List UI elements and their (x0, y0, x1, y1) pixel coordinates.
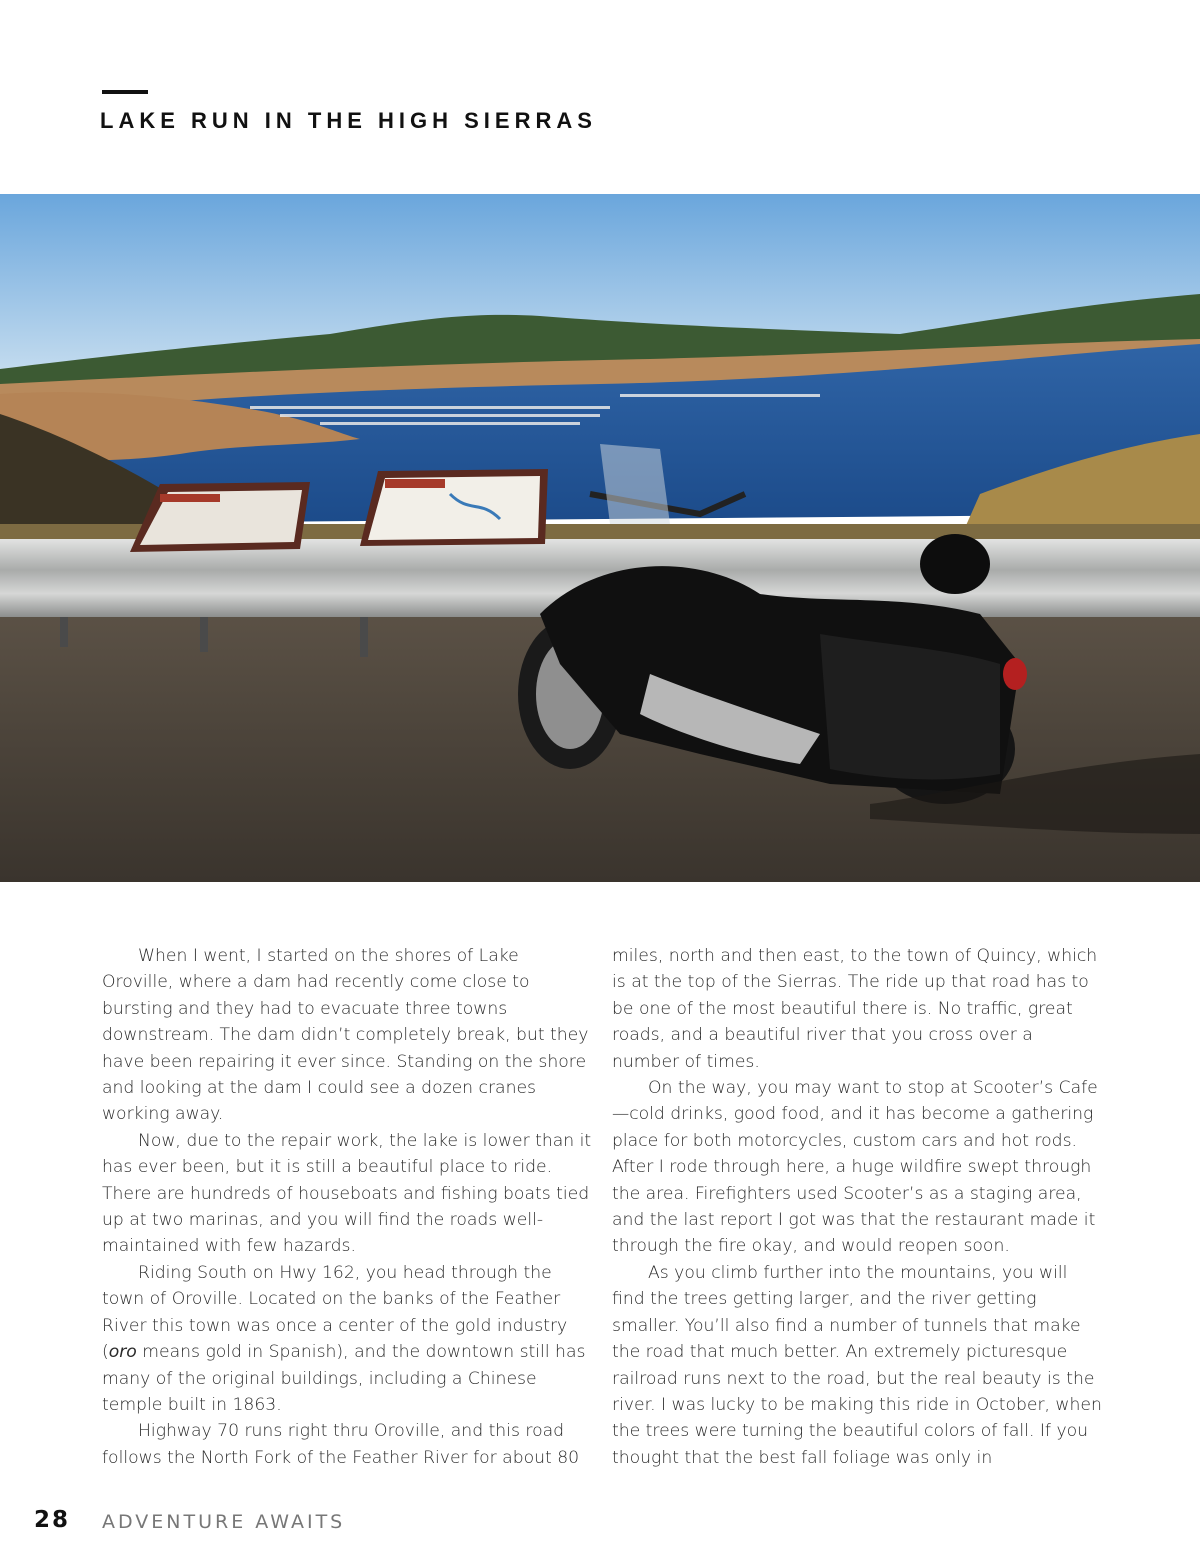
section-title: LAKE RUN IN THE HIGH SIERRAS (100, 108, 597, 133)
paragraph: On the way, you may want to stop at Scooter’s Cafe—cold drinks, good food, and it has become a gathering place for both motorcycles, custom cars and hot rods. After I rode through here, a huge wildfire swept through the area. Firefighters used Scooter’s as a staging area, and the last report I got was that the restaurant made it through the fire okay, and would reopen soon. (612, 1078, 1098, 1257)
paragraph-text: Riding South on Hwy 162, you head through the town of Oroville. Located on the banks of the Feather River this town was once a center of the gold industry ( (102, 1262, 568, 1363)
paragraph: As you climb further into the mountains, you will find the trees getting larger, and the river getting smaller. You’ll also find a number of tunnels that make the road that much better. An extremely picturesque railroad runs next to the road, but the real beauty is the river. I was lucky to be making this ride in October, when the trees were turning the beautiful colors of fall. If you thought that the best fall foliage was only in (612, 1262, 1102, 1468)
page-number: 28 (34, 1507, 71, 1533)
paragraph: miles, north and then east, to the town of Quincy, which is at the top of the Sierras. The ride up that road has to be one of the most beautiful there is. No traffic, great roads, and a beautiful river that you cross over a number of times. (612, 946, 1098, 1072)
paragraph: Highway 70 runs right thru Oroville, and this road follows the North Fork of the Feather River for about 80 (102, 1421, 580, 1468)
paragraph-text: means gold in Spanish), and the downtown still has many of the original buildings, including a Chinese temple built in 1863. (102, 1342, 586, 1415)
paragraph: When I went, I started on the shores of Lake Oroville, where a dam had recently come close to bursting and they had to evacuate three towns downstream. The dam didn’t completely break, but they have been repairing it ever since. Standing on the shore and looking at the dam I could see a dozen cranes working away. (102, 946, 589, 1125)
info-sign-right (360, 469, 548, 546)
paragraph: Now, due to the repair work, the lake is lower than it has ever been, but it is still a beautiful place to ride. There are hundreds of houseboats and fishing boats tied up at two marinas, and you will find the roads well-maintained with few hazards. (102, 1130, 592, 1257)
footer-section-label: ADVENTURE AWAITS (102, 1511, 346, 1533)
info-sign-left (130, 482, 310, 552)
lake-oroville-motorcycle-photo (0, 194, 1200, 882)
italic-word: oro (108, 1342, 137, 1363)
article-column-right (612, 943, 1102, 1471)
article-column-left (102, 943, 592, 1471)
paragraph (102, 1260, 592, 1418)
title-rule (102, 90, 148, 94)
